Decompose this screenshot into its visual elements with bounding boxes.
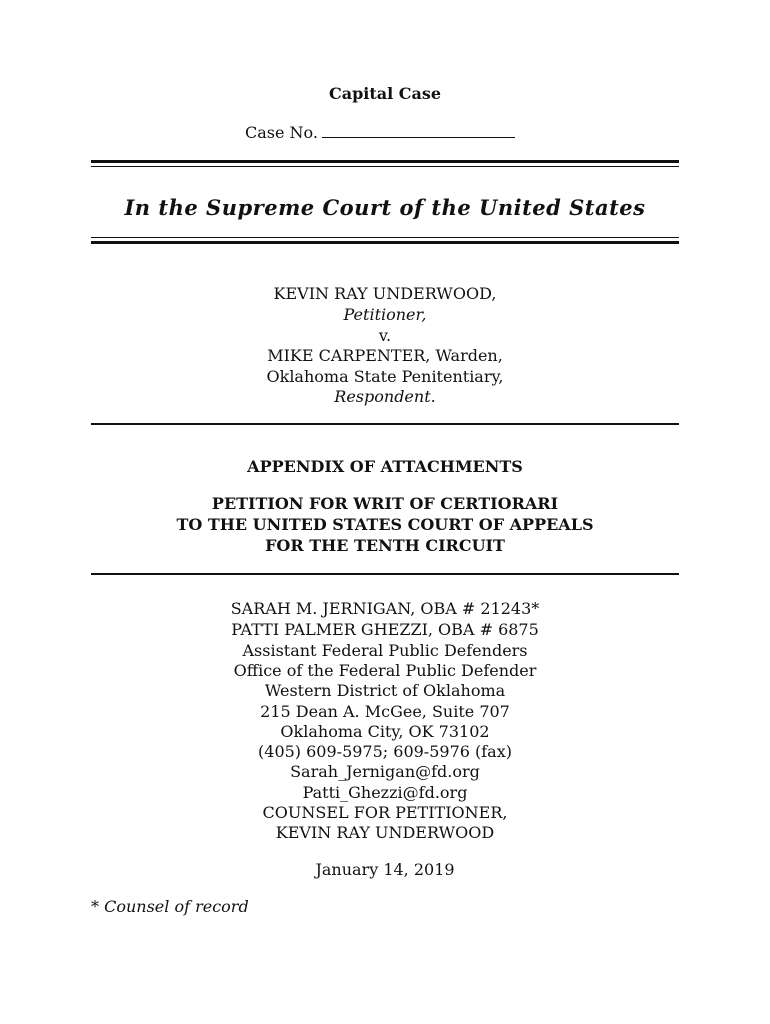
- versus: v.: [378, 326, 392, 345]
- rule-top-thin: [91, 166, 679, 167]
- appendix-title: APPENDIX OF ATTACHMENTS: [247, 457, 523, 476]
- rule-mid-thin: [91, 237, 679, 238]
- counsel-email[interactable]: Patti_Ghezzi@fd.org: [302, 783, 468, 802]
- respondent-institution: Oklahoma State Penitentiary,: [266, 367, 504, 386]
- petitioner-role: Petitioner,: [343, 305, 427, 324]
- rule-petition: [91, 573, 679, 575]
- counsel-line: KEVIN RAY UNDERWOOD: [275, 823, 495, 842]
- counsel-line: COUNSEL FOR PETITIONER,: [262, 803, 508, 822]
- petition-line-3: FOR THE TENTH CIRCUIT: [265, 536, 505, 555]
- court-title: In the Supreme Court of the United States: [124, 195, 646, 220]
- respondent-role: Respondent.: [334, 387, 436, 406]
- respondent-name: MIKE CARPENTER, Warden,: [267, 346, 503, 365]
- counsel-line: Oklahoma City, OK 73102: [280, 722, 490, 741]
- rule-parties: [91, 423, 679, 425]
- counsel-email[interactable]: Sarah_Jernigan@fd.org: [290, 762, 480, 781]
- counsel-line: PATTI PALMER GHEZZI, OBA # 6875: [231, 620, 539, 639]
- counsel-line: (405) 609-5975; 609-5976 (fax): [258, 742, 512, 761]
- filing-date: January 14, 2019: [315, 860, 455, 879]
- petition-line-2: TO THE UNITED STATES COURT OF APPEALS: [176, 515, 594, 534]
- counsel-line: Office of the Federal Public Defender: [233, 661, 537, 680]
- petition-line-1: PETITION FOR WRIT OF CERTIORARI: [211, 494, 559, 513]
- counsel-line: Western District of Oklahoma: [264, 681, 506, 700]
- case-no-label: Case No.: [245, 123, 318, 142]
- case-number-line: [0, 122, 765, 143]
- rule-mid-thick: [91, 241, 679, 244]
- petitioner-name: KEVIN RAY UNDERWOOD,: [273, 284, 497, 303]
- case-no-blank: [322, 123, 515, 138]
- capital-case-label: Capital Case: [328, 84, 442, 103]
- counsel-line: 215 Dean A. McGee, Suite 707: [260, 702, 510, 721]
- footnote-counsel-of-record: * Counsel of record: [91, 897, 249, 916]
- rule-top-thick: [91, 160, 679, 163]
- counsel-line: Assistant Federal Public Defenders: [242, 641, 528, 660]
- counsel-line: SARAH M. JERNIGAN, OBA # 21243*: [230, 599, 540, 618]
